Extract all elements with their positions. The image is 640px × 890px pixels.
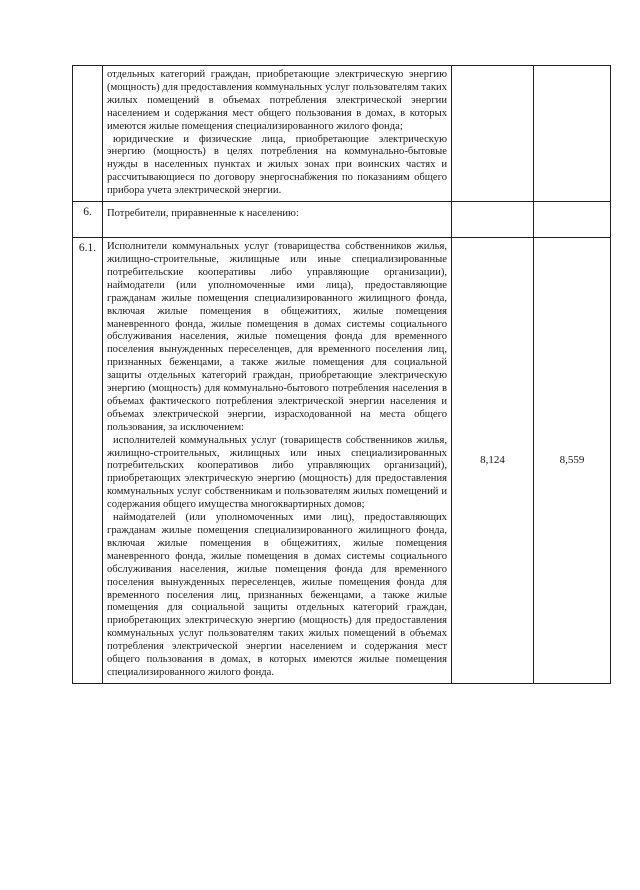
row-paragraph: отдельных категорий граждан, приобретающие электрическую энергию (мощность) для предоставления коммунальных услуг пользователям таких жилых помещений в объемах потребления электрической энергии населением и содержания мест общего пользования в домах, в которых имеются жилые помещения специализированного жилого фонда; (107, 69, 447, 132)
tariff-table (72, 65, 611, 684)
table-row-6-1 (73, 238, 611, 684)
row-paragraph: Потребители, приравненные к населению: (107, 208, 299, 220)
row-number: 6. (73, 202, 103, 238)
row-value-1 (452, 66, 534, 202)
row-paragraph: наймодателей (или уполномоченных ими лиц), предоставляющих гражданам жилые помещения специализированного жилищного фонда, включая жилые помещения в общежитиях, жилые помещения маневренного фонда, жилые помещения в домах системы социального обслуживания населения, жилые помещения фонда для временного поселения вынужденных переселенцев, жилые помещения фонда для временного поселения лиц, признанных беженцами, а также жилые помещения для социальной защиты отдельных категорий граждан, приобретающих электрическую энергию (мощность) для предоставления коммунальных услуг пользователям таких жилых помещений в объемах потребления электрической энергии населением и содержания мест общего пользования в домах, в которых имеются жилые помещения специализированного жилого фонда. (107, 512, 447, 678)
tariff-value-2: 8,559 (534, 238, 611, 684)
row-value-1 (452, 202, 534, 238)
row-paragraph: исполнителей коммунальных услуг (товариществ собственников жилья, жилищно-строительных, жилищных или иных специализированных потребительских кооперативов либо управляющих организаций), приобретающих электрическую энергию (мощность) для предоставления коммунальных услуг собственникам и пользователям жилых помещений и содержания общего имущества многоквартирных домов; (107, 434, 447, 511)
row-description (103, 66, 452, 202)
table-row-continued (73, 66, 611, 202)
row-number (73, 66, 103, 202)
row-value-2 (534, 66, 611, 202)
row-description (103, 238, 452, 684)
row-number: 6.1. (73, 238, 103, 684)
row-value-2 (534, 202, 611, 238)
table-row-6 (73, 202, 611, 238)
tariff-value-1: 8,124 (452, 238, 534, 684)
row-title (103, 202, 452, 238)
row-paragraph: Исполнители коммунальных услуг (товарищества собственников жилья, жилищно-строительные, жилищные или иные специализированные потребительские кооперативы либо управляющие организации), наймодатели (или уполномоченные ими лица), предоставляющие гражданам жилые помещения специализированного жилищного фонда, включая жилые помещения в общежитиях, жилые помещения маневренного фонда, жилые помещения в домах системы социального обслуживания населения, жилые помещения фонда для временного поселения вынужденных переселенцев, для временного поселения лиц, признанных беженцами, а также жилые помещения для социальной защиты отдельных категорий граждан, приобретающие электрическую энергию (мощность) для коммунально-бытового потребления населения в объемах фактического потребления электрической энергии населения и объемах электрической энергии, израсходованной на места общего пользования, за исключением: (107, 241, 447, 433)
row-paragraph: юридические и физические лица, приобретающие электрическую энергию (мощность) в целях потребления на коммунально-бытовые нужды в населенных пунктах и жилых зонах при воинских частях и рассчитывающиеся по договору энергоснабжения по показаниям общего прибора учета электрической энергии. (107, 133, 447, 197)
